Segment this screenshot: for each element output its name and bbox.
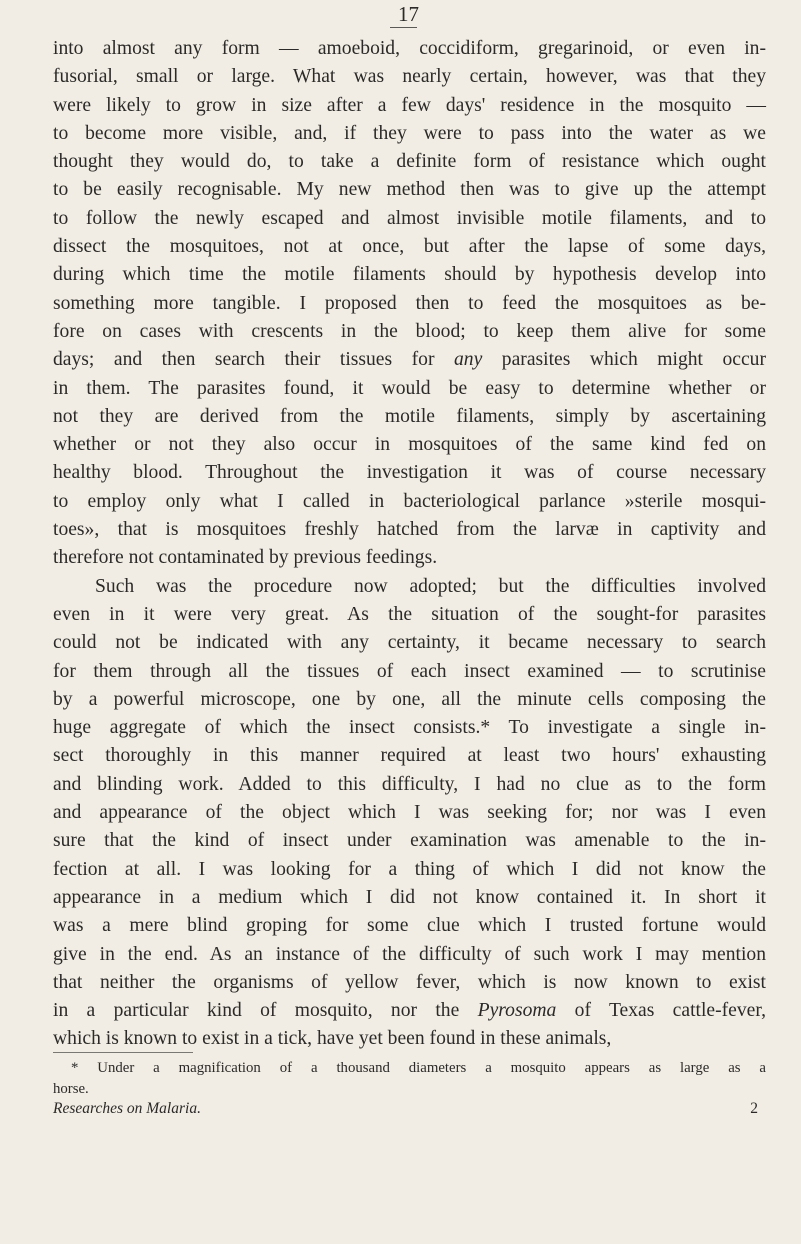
text-line: which is known to exist in a tick, have yet been found in these animals, [53, 1028, 612, 1050]
footnote-line: horse. [53, 1081, 89, 1097]
text-line: dissect the mosquitoes, not at once, but after the lapse of some days, [53, 236, 766, 258]
signature-mark: 2 [750, 1100, 758, 1117]
text-line: fusorial, small or large. What was nearly certain, however, was that they [53, 66, 766, 88]
footnote-separator [53, 1052, 193, 1053]
text-line: something more tangible. I proposed then to feed the mosquitoes as be- [53, 292, 766, 314]
text-line: fection at all. I was looking for a thing of which I did not know the [53, 858, 766, 880]
page-number-underline [390, 27, 417, 28]
page-number: 17 [398, 2, 419, 26]
text-line: not they are derived from the motile filaments, simply by ascertaining [53, 405, 766, 427]
text-line: by a powerful microscope, one by one, all the minute cells composing the [53, 688, 766, 710]
text-line: for them through all the tissues of each insect examined — to scrutinise [53, 660, 766, 682]
text-fragment: of Texas cattle-fever, [556, 1000, 766, 1022]
body-text [53, 35, 766, 1054]
text-line: in them. The parasites found, it would be easy to determine whether or [53, 377, 766, 399]
footnote-line: * Under a magnification of a thousand diameters a mosquito appears as large as a [71, 1060, 766, 1076]
text-fragment: in a particular kind of mosquito, nor the [53, 1000, 478, 1022]
text-fragment: parasites which might occur [482, 349, 767, 371]
text-line: to be easily recognisable. My new method then was to give up the attempt [53, 179, 766, 201]
text-line: huge aggregate of which the insect consists.* To investigate a single in- [53, 717, 766, 739]
text-line: whether or not they also occur in mosquitoes of the same kind fed on [53, 434, 766, 456]
text-line: thought they would do, to take a definite form of resistance which ought [53, 151, 766, 173]
text-line: Such was the procedure now adopted; but the difficulties involved [95, 575, 766, 597]
footer-title: Researches on Malaria. [53, 1100, 201, 1117]
text-line: sure that the kind of insect under examination was amenable to the in- [53, 830, 766, 852]
text-line: that neither the organisms of yellow fever, which is now known to exist [53, 971, 766, 993]
text-line: and blinding work. Added to this difficulty, I had no clue as to the form [53, 773, 766, 795]
text-line: were likely to grow in size after a few days' residence in the mosquito — [53, 94, 766, 116]
text-line: give in the end. As an instance of the difficulty of such work I may mention [53, 943, 766, 965]
italic-term: Pyrosoma [477, 1000, 557, 1022]
text-line [53, 997, 766, 1025]
text-line: to become more visible, and, if they were to pass into the water as we [53, 122, 766, 144]
italic-term: any [454, 349, 483, 371]
text-line: was a mere blind groping for some clue which I trusted fortune would [53, 915, 766, 937]
text-line: during which time the motile filaments should by hypothesis develop into [53, 264, 766, 286]
text-line: to employ only what I called in bacteriological parlance »sterile mosqui- [53, 490, 766, 512]
text-fragment: days; and then search their tissues for [53, 349, 454, 371]
text-line: and appearance of the object which I was seeking for; nor was I even [53, 802, 766, 824]
running-footer [53, 1100, 766, 1124]
text-line: sect thoroughly in this manner required at least two hours' exhausting [53, 745, 766, 767]
text-line: toes», that is mosquitoes freshly hatched from the larvæ in captivity and [53, 519, 766, 541]
text-line: appearance in a medium which I did not know contained it. In short it [53, 886, 766, 908]
text-line: could not be indicated with any certainty, it became necessary to search [53, 632, 766, 654]
text-line [53, 346, 766, 374]
footnote [53, 1058, 766, 1100]
text-line: to follow the newly escaped and almost invisible motile filaments, and to [53, 207, 766, 229]
text-line: therefore not contaminated by previous feedings. [53, 547, 438, 569]
text-line: healthy blood. Throughout the investigation it was of course necessary [53, 462, 766, 484]
text-line: fore on cases with crescents in the blood; to keep them alive for some [53, 320, 766, 342]
text-line: even in it were very great. As the situation of the sought-for parasites [53, 603, 766, 625]
text-line: into almost any form — amoeboid, coccidiform, gregarinoid, or even in- [53, 38, 766, 59]
